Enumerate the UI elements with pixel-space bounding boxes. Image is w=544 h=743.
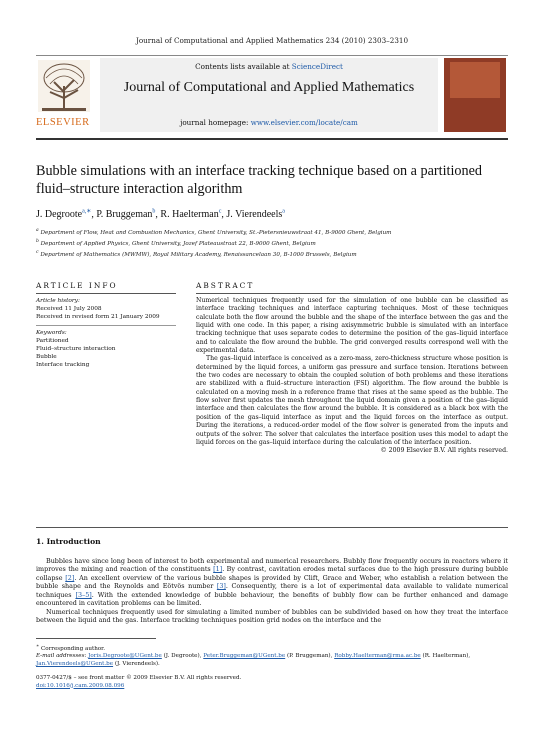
- abstract-rule: [196, 293, 508, 294]
- sciencedirect-link[interactable]: ScienceDirect: [291, 62, 343, 71]
- keyword: Interface tracking: [36, 362, 90, 368]
- affiliation: $^b$ Department of Applied Physics, Ghent University, Jozef Plateaustraat 22, B-9000 Ghent, Belgium: [36, 239, 316, 247]
- affiliation: $^a$ Department of Flow, Heat and Combustion Mechanics, Ghent University, St.-Pietersnieuwstraat 41, B-9000 Ghent, Belgium: [36, 228, 392, 236]
- copyright-notice: © 2009 Elsevier B.V. All rights reserved.: [380, 447, 508, 455]
- introduction-body: [36, 557, 508, 625]
- homepage-link[interactable]: www.elsevier.com/locate/cam: [250, 118, 358, 127]
- journal-citation: Journal of Computational and Applied Mathematics 234 (2010) 2303–2310: [135, 36, 409, 45]
- citation-link[interactable]: [1]: [213, 565, 223, 574]
- revised-date: Received in revised form 21 January 2009: [36, 314, 160, 320]
- homepage-prefix: journal homepage:: [180, 118, 251, 127]
- email-link[interactable]: Robby.Haelterman@rma.ac.be: [334, 653, 421, 660]
- intro-paragraph: Numerical techniques frequently used for simulating a limited number of bubbles can be subdivided based on how they treat the interface between the liquid and the gas. Interface tracking techniques position grid nodes on the interface and the: [36, 607, 508, 625]
- journal-name: Journal of Computational and Applied Mathematics: [123, 80, 415, 95]
- email-link[interactable]: Peter.Bruggeman@UGent.be: [203, 653, 286, 660]
- keywords-label: Keywords:: [36, 330, 67, 336]
- article-title: Bubble simulations with an interface tracking technique based on a partitioned fluid–structure interaction algorithm: [36, 163, 482, 197]
- journal-homepage: [100, 118, 438, 127]
- header-top-rule: [36, 55, 508, 56]
- author-list: [36, 208, 508, 220]
- abstract-paragraph: The gas–liquid interface is conceived as a zero-mass, zero-thickness structure whose position is determined by the liquid forces, a uniform gas pressure and surface tension. Iterations between the two codes are necessary to obtain the coupled solution of both problems and these iterations are stabilized with a fluid–structure interaction (FSI) algorithm. The flow around the bubble is calculated on a moving mesh in a reference frame that rises at the same speed as the bubble. The flow solver first updates the mesh throughout the liquid domain given a position of the gas–liquid interface and then calculates the flow around the bubble. It is considered as a black box with the position of the gas–liquid interface as input and the liquid forces on the interface as output. During the iterations, a reduced-order model of the flow solver is generated from the inputs and outputs of the solver. The solver that calculates the interface position uses this model to adapt the liquid forces on the gas–liquid interface during the calculation of the interface position.: [196, 355, 508, 446]
- abstract-body: [196, 297, 508, 456]
- author: P. Bruggeman$^b$,: [96, 209, 161, 221]
- author: J. Degroote$^{a,∗}$,: [36, 209, 97, 221]
- publisher-name: ELSEVIER: [36, 117, 90, 128]
- keyword: Partitioned: [36, 338, 69, 344]
- journal-cover-panel: [450, 62, 500, 98]
- info-divider: [36, 325, 176, 326]
- citation-link[interactable]: [3–5]: [75, 590, 92, 599]
- citation-link[interactable]: [2]: [65, 573, 75, 582]
- front-matter: [36, 675, 508, 690]
- article-info-heading: ARTICLE INFO: [36, 281, 118, 290]
- email-addresses: E-mail addresses: Joris.Degroote@UGent.be (J. Degroote), Peter.Bruggeman@UGent.be (P. Bruggeman), Robby.Haelterman@rma.ac.be (R. Haelterman), Jan.Vierendeels@UGent.be (J. Vierendeels).: [36, 653, 471, 667]
- contents-prefix: Contents lists available at: [195, 62, 292, 71]
- article-info: [36, 297, 176, 369]
- affiliation: $^c$ Department of Mathematics (MWMW), Royal Military Academy, Renaissancelaan 30, B-1000 Brussels, Belgium: [36, 250, 357, 258]
- abstract-heading: ABSTRACT: [196, 281, 255, 290]
- author: R. Haelterman$^c$,: [160, 209, 227, 221]
- history-label: Article history:: [36, 298, 80, 304]
- email-link[interactable]: Joris.Degroote@UGent.be: [88, 653, 162, 660]
- doi-link[interactable]: doi:10.1016/j.cam.2009.08.096: [36, 682, 125, 689]
- footnote-rule: [36, 638, 156, 639]
- issn-line: 0377-0427/$ – see front matter © 2009 Elsevier B.V. All rights reserved.: [36, 675, 242, 681]
- contents-line: [100, 62, 438, 71]
- email-link[interactable]: Jan.Vierendeels@UGent.be: [36, 660, 114, 667]
- author: J. Vierendeels$^a$: [226, 209, 285, 221]
- citation-link[interactable]: [3]: [216, 582, 226, 591]
- introduction-heading: 1. Introduction: [36, 537, 101, 546]
- abstract-paragraph: Numerical techniques frequently used for the simulation of one bubble can be classified as interface tracking techniques and interface capturing techniques. Most of these techniques calculate both the flow around the bubble and the shape of the interface between the gas and the liquid with one code. In this paper, a rising axisymmetric bubble is simulated with an interface tracking technique that uses separate codes to determine the position of the gas–liquid interface and to calculate the flow around the bubble. The grid converged results correspond well with the experimental data.: [196, 297, 508, 355]
- header-bottom-rule: [36, 138, 508, 140]
- footnote: [36, 643, 508, 668]
- received-date: Received 11 July 2008: [36, 306, 102, 312]
- keyword: Fluid–structure interaction: [36, 346, 116, 352]
- intro-paragraph: Bubbles have since long been of interest to both experimental and numerical researchers. Bubbly flow frequently occurs in reactors where it improves the mixing and reaction of the constituents [1]. By contrast, cavitation erodes metal surfaces due to the high pressure during bubble collapse [2]. An excellent overview of the various bubble shapes is provided by Clift, Grace and Weber, who establish a relation between the bubble shape and the Reynolds and Eötvös number [3]. Consequently, there is a lot of experimental data available to validate numerical techniques [3–5]. With the extended knowledge of bubble behaviour, the benefits of bubbly flow can be further enhanced and damage encountered in cavitation problems can be limited.: [36, 557, 508, 608]
- abstract-bottom-rule: [36, 527, 508, 528]
- keyword: Bubble: [36, 354, 57, 360]
- corresponding-author-note: ∗ Corresponding author.: [36, 644, 106, 652]
- article-info-rule: [36, 293, 176, 294]
